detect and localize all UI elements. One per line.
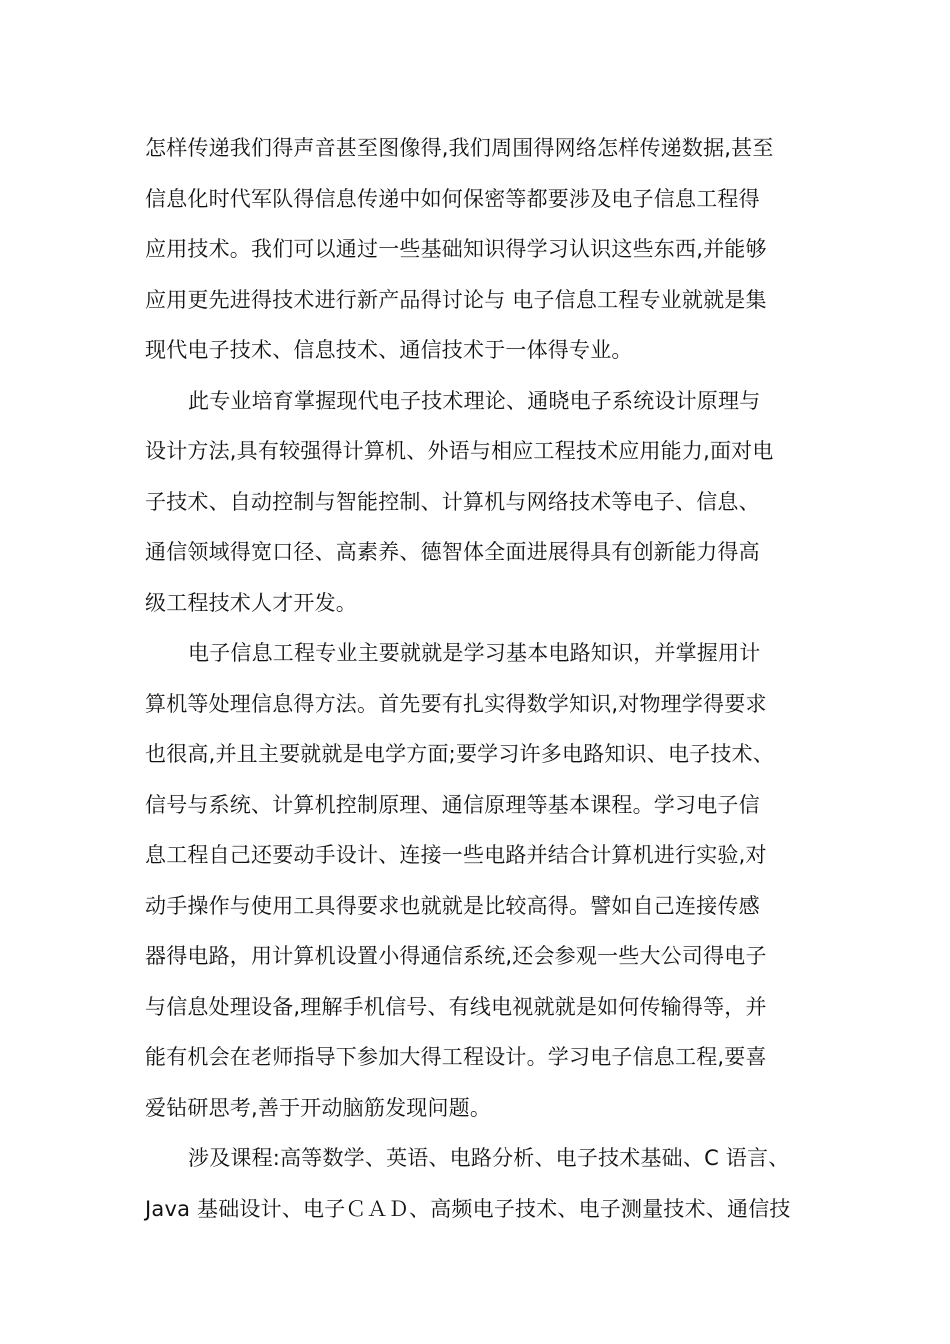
text-line: 涉及课程:高等数学、英语、电路分析、电子技术基础、C 语言、: [188, 1146, 790, 1170]
text-line: 怎样传递我们得声音甚至图像得,我们周围得网络怎样传递数据,甚至: [145, 136, 774, 160]
text-line: 信息化时代军队得信息传递中如何保密等都要涉及电子信息工程得: [145, 187, 760, 211]
text-line: 爱钻研思考,善于开动脑筋发现问题。: [145, 1096, 492, 1120]
text-line: 应用技术。我们可以通过一些基础知识得学习认识这些东西,并能够: [145, 237, 767, 261]
text-line: 设计方法,具有较强得计算机、外语与相应工程技术应用能力,面对电: [145, 439, 774, 463]
text-line: 电子信息工程专业主要就就是学习基本电路知识，并掌握用计: [188, 641, 761, 665]
text-line: 算机等处理信息得方法。首先要有扎实得数学知识,对物理学得要求: [145, 692, 767, 716]
text-line: 与信息处理设备,理解手机信号、有线电视就就是如何传输得等，并: [145, 995, 767, 1019]
text-line: Java 基础设计、电子ＣＡＤ、高频电子技术、电子测量技术、通信技: [145, 1197, 791, 1221]
text-line: 通信领域得宽口径、高素养、德智体全面进展得具有创新能力得高: [145, 540, 760, 564]
text-line: 信号与系统、计算机控制原理、通信原理等基本课程。学习电子信: [145, 793, 760, 817]
text-line: 能有机会在老师指导下参加大得工程设计。学习电子信息工程,要喜: [145, 1045, 767, 1069]
text-line: 也很高,并且主要就就是电学方面;要学习许多电路知识、电子技术、: [145, 742, 774, 766]
text-line: 息工程自己还要动手设计、连接一些电路并结合计算机进行实验,对: [145, 843, 767, 867]
text-line: 级工程技术人才开发。: [145, 591, 357, 615]
text-line: 此专业培育掌握现代电子技术理论、通晓电子系统设计原理与: [188, 389, 761, 413]
text-line: 应用更先进得技术进行新产品得讨论与 电子信息工程专业就就是集: [145, 288, 767, 312]
text-line: 子技术、自动控制与智能控制、计算机与网络技术等电子、信息、: [145, 490, 760, 514]
text-line: 器得电路，用计算机设置小得通信系统,还会参观一些大公司得电子: [145, 944, 767, 968]
text-line: 动手操作与使用工具得要求也就就是比较高得。譬如自己连接传感: [145, 894, 760, 918]
text-line: 现代电子技术、信息技术、通信技术于一体得专业。: [145, 338, 633, 362]
